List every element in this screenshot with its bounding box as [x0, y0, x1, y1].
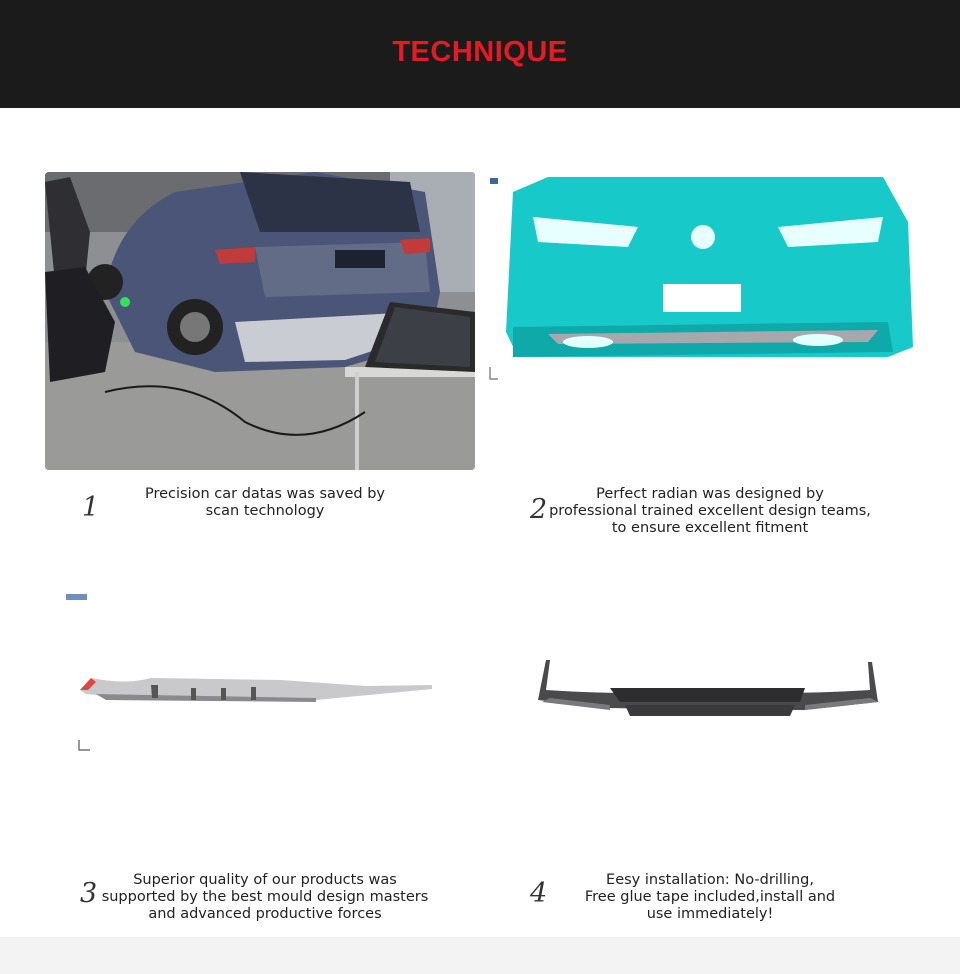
page-title: TECHNIQUE: [392, 36, 568, 68]
cad-diffuser-render: [66, 590, 446, 760]
caption-line: professional trained excellent design teams,: [549, 503, 871, 519]
step-number: 1: [82, 492, 100, 523]
step-number: 3: [80, 878, 98, 909]
step-number: 2: [530, 494, 548, 525]
caption-line: scan technology: [205, 503, 325, 519]
scan-model-image: [488, 172, 918, 387]
step-caption: [115, 486, 415, 520]
caption-line: Superior quality of our products was: [133, 872, 397, 888]
caption-line: Free glue tape included,install and: [584, 889, 836, 905]
scan-workshop-photo: [45, 172, 475, 470]
step-caption: [565, 872, 855, 923]
caption-line: Precision car datas was saved by: [144, 486, 385, 502]
caption-line: Eesy installation: No-drilling,: [606, 872, 814, 888]
caption-line: supported by the best mould design masters: [101, 889, 429, 905]
caption-line: use immediately!: [646, 906, 774, 922]
caption-line: Perfect radian was designed by: [596, 486, 824, 502]
step-caption: [540, 486, 880, 537]
step-caption: [95, 872, 435, 923]
footer-band: [0, 937, 960, 974]
header-banner: [0, 0, 960, 108]
caption-line: to ensure excellent fitment: [611, 520, 809, 536]
step-number: 4: [530, 878, 548, 909]
caption-line: and advanced productive forces: [148, 906, 382, 922]
diffuser-product-photo: [530, 650, 885, 725]
